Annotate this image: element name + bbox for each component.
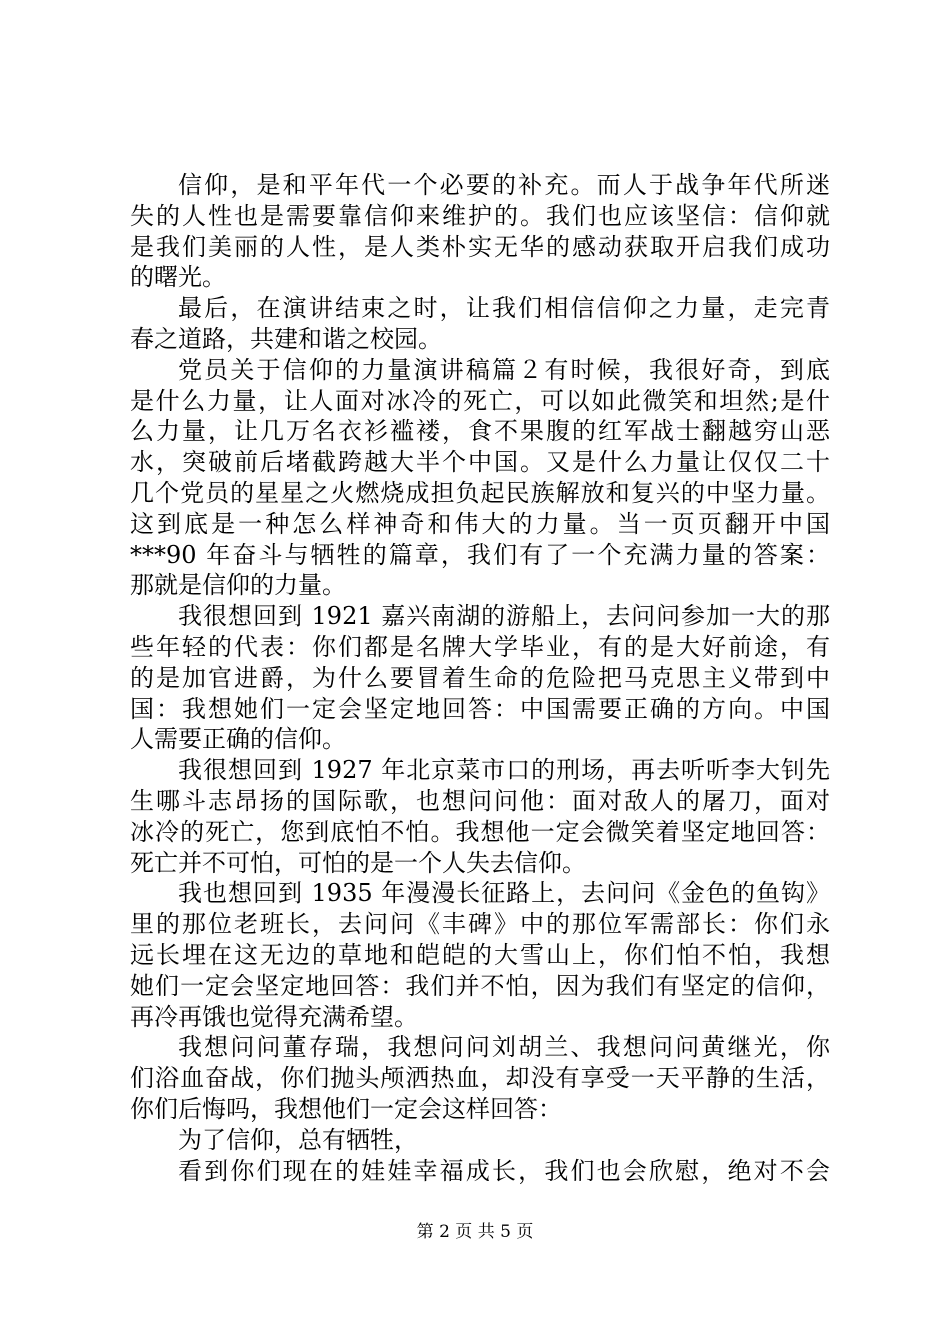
text-line: 我很想回到 1921 嘉兴南湖的游船上，去问问参加一大的那 [178, 602, 830, 631]
text-line: 么力量，让几万名衣衫褴褛，食不果腹的红军战士翻越穷山恶 [130, 417, 830, 446]
text-line: 失的人性也是需要靠信仰来维护的。我们也应该坚信：信仰就 [130, 201, 830, 230]
text-line: 党员关于信仰的力量演讲稿篇２有时候，我很好奇，到底 [178, 355, 830, 384]
text-line: 们浴血奋战，你们抛头颅洒热血，却没有享受一天平静的生活， [130, 1064, 830, 1093]
text-line: 为了信仰，总有牺牲， [178, 1125, 418, 1154]
text-line: 我很想回到 1927 年北京菜市口的刑场，再去听听李大钊先 [178, 756, 830, 785]
document-body [130, 170, 830, 1186]
text-line: 她们一定会坚定地回答：我们并不怕，因为我们有坚定的信仰， [130, 971, 830, 1000]
text-line: 生哪斗志昂扬的国际歌，也想问问他：面对敌人的屠刀，面对 [130, 786, 830, 815]
text-line: 你们后悔吗，我想他们一定会这样回答： [130, 1094, 562, 1123]
text-line: 国：我想她们一定会坚定地回答：中国需要正确的方向。中国 [130, 694, 830, 723]
text-line: 几个党员的星星之火燃烧成担负起民族解放和复兴的中坚力量。 [130, 478, 830, 507]
text-line: 我想问问董存瑞，我想问问刘胡兰、我想问问黄继光，你 [178, 1033, 830, 1062]
text-line: 些年轻的代表：你们都是名牌大学毕业，有的是大好前途，有 [130, 632, 830, 661]
text-line: 的曙光。 [130, 263, 226, 292]
text-line: 是我们美丽的人性，是人类朴实无华的感动获取开启我们成功 [130, 232, 830, 261]
text-line: 信仰，是和平年代一个必要的补充。而人于战争年代所迷 [178, 171, 830, 199]
text-line: 那就是信仰的力量。 [130, 571, 346, 600]
text-line: 的是加官进爵，为什么要冒着生命的危险把马克思主义带到中 [130, 663, 830, 692]
text-line: 冰冷的死亡，您到底怕不怕。我想他一定会微笑着坚定地回答： [130, 817, 830, 846]
text-line: 这到底是一种怎么样神奇和伟大的力量。当一页页翻开中国 [130, 509, 830, 538]
text-line: 人需要正确的信仰。 [130, 725, 346, 754]
text-line: 看到你们现在的娃娃幸福成长，我们也会欣慰，绝对不会 [178, 1156, 830, 1185]
page-number-footer: 第 2 页 共 5 页 [416, 1222, 534, 1242]
text-line: 最后，在演讲结束之时，让我们相信信仰之力量，走完青 [178, 294, 830, 323]
text-line: 水，突破前后堵截跨越大半个中国。又是什么力量让仅仅二十 [130, 448, 830, 477]
text-line: 再冷再饿也觉得充满希望。 [130, 1002, 418, 1031]
text-line: 春之道路，共建和谐之校园。 [130, 324, 442, 353]
text-line: 里的那位老班长，去问问《丰碑》中的那位军需部长：你们永 [130, 910, 830, 939]
text-line: 死亡并不可怕，可怕的是一个人失去信仰。 [130, 848, 586, 877]
text-line: 我也想回到 1935 年漫漫长征路上，去问问《金色的鱼钩》 [178, 879, 830, 908]
text-line: 远长埋在这无边的草地和皑皑的大雪山上，你们怕不怕，我想 [130, 940, 830, 969]
text-line: 是什么力量，让人面对冰冷的死亡，可以如此微笑和坦然;是什 [130, 386, 830, 415]
text-line: ***90 年奋斗与牺牲的篇章，我们有了一个充满力量的答案： [130, 540, 830, 569]
